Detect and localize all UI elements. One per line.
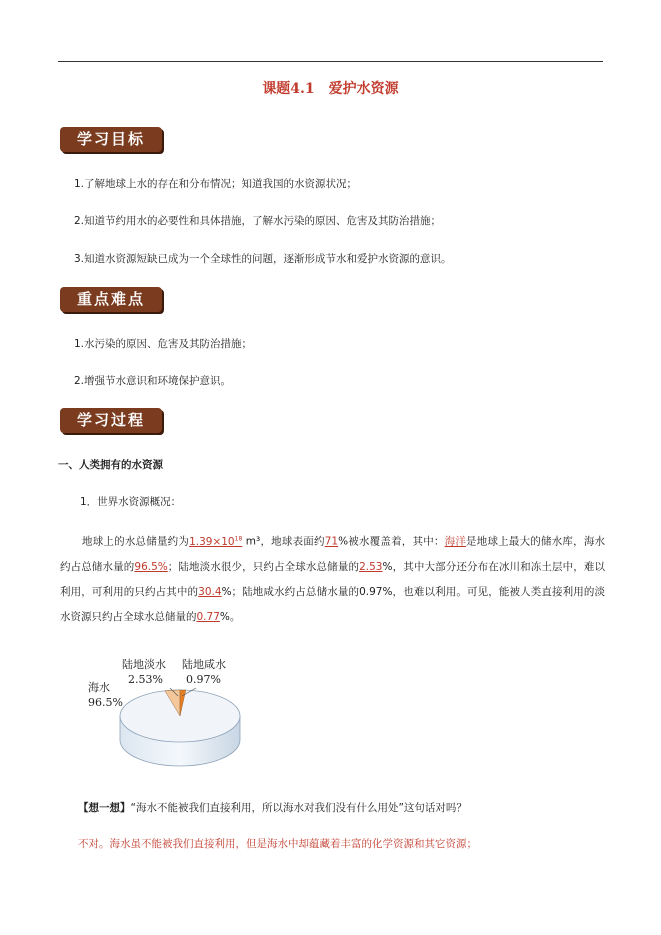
label-freshwater: 陆地淡水 [122, 658, 166, 671]
value-freshwater: 2.53% [128, 673, 163, 686]
title-number: 课题4.1 [262, 81, 315, 97]
water-resources-paragraph: 地球上的水总储量约为$1.39\times 10^{18}$ m³，地球表面约71%被水覆盖着，其中：海洋是地球上最大的储水库，海水约占总储水量的96.5%；陆地淡水很少，只约占全球水总储量的2.53%，其中大部分还分布在冰川和冻土层中，难以利用，可利用的只约占其中的30.4%；陆地咸水约占总储水量的0.97%，也难以利用。可见，能被人类直接利用的淡水资源只约占全球水总储量的0.77%。 [60, 535, 606, 623]
think-question-text: “海水不能被我们直接利用，所以海水对我们没有什么用处”这句话对吗？ [130, 802, 467, 814]
subsection-heading: 1．世界水资源概况： [80, 496, 182, 508]
key-point-item: 2.增强节水意识和环境保护意识。 [74, 375, 232, 387]
freshwater-share-value: 2.53 [359, 560, 383, 573]
key-point-item: 1.水污染的原因、危害及其防治措施； [74, 338, 253, 350]
usable-share-value: 30.4 [198, 585, 222, 598]
learning-goals-badge: 学习目标 [60, 127, 162, 152]
think-question [78, 800, 467, 815]
value-seawater: 96.5% [88, 696, 123, 709]
section-heading: 一、人类拥有的水资源 [58, 459, 163, 471]
key-points-badge: 重点难点 [60, 287, 162, 312]
goal-item: 1.了解地球上水的存在和分布情况；知道我国的水资源状况； [74, 178, 358, 190]
direct-use-value: 0.77 [196, 610, 220, 623]
total-water-value: $1.39\times 10^{18}$ [189, 535, 243, 548]
learning-process-badge: 学习过程 [60, 408, 162, 433]
think-answer: 不对。海水虽不能被我们直接利用，但是海水中却蕴藏着丰富的化学资源和其它资源； [78, 838, 477, 850]
ocean-term: 海洋 [444, 535, 467, 548]
page-title [0, 78, 661, 98]
header-rule [58, 61, 603, 62]
coverage-value: 71 [324, 535, 339, 548]
water-distribution-pie-chart [88, 652, 258, 774]
seawater-share-value: 96.5% [134, 560, 168, 573]
label-seawater: 海水 [88, 681, 110, 694]
goal-item: 2.知道节约用水的必要性和具体措施，了解水污染的原因、危害及其防治措施； [74, 215, 442, 227]
goal-item: 3.知道水资源短缺已成为一个全球性的问题，逐渐形成节水和爱护水资源的意识。 [74, 253, 452, 265]
title-text: 爱护水资源 [328, 81, 399, 97]
label-saltwater: 陆地咸水 [182, 658, 226, 671]
think-tag: 【想一想】 [78, 802, 131, 814]
value-saltwater: 0.97% [186, 673, 221, 686]
